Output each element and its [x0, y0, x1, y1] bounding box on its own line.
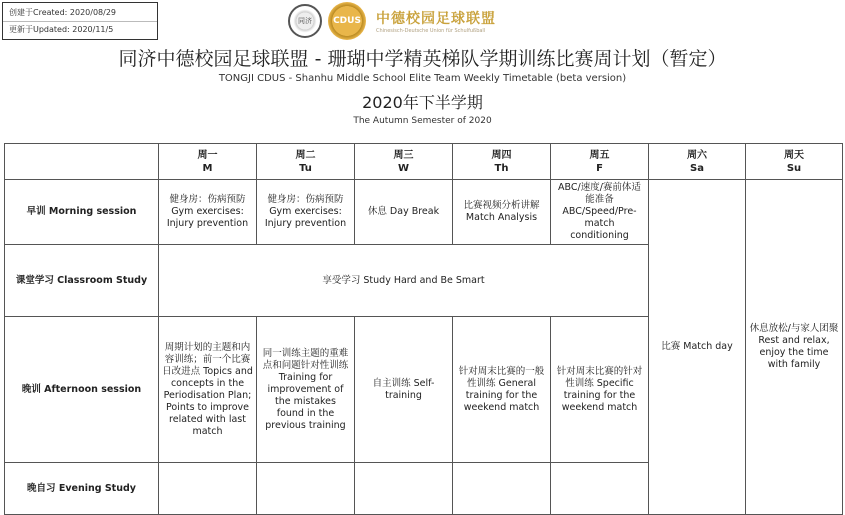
day-header-thu: [453, 144, 551, 180]
morning-row: [5, 180, 843, 245]
day-en: Tu: [299, 162, 312, 174]
row-label-evening: 晚自习 Evening Study: [5, 463, 159, 515]
day-header-fri: [551, 144, 649, 180]
day-cn: 周一: [197, 149, 218, 161]
saturday-cell: 比赛 Match day: [649, 180, 746, 515]
day-header-mon: [159, 144, 257, 180]
day-header-sun: [746, 144, 843, 180]
page-subtitle: TONGJI CDUS - Shanhu Middle School Elite Team Weekly Timetable (beta version): [218, 73, 627, 84]
row-label-afternoon: 晚训 Afternoon session: [5, 317, 159, 463]
afternoon-tue: 同一训练主题的重难点和问题针对性训练 Training for improvement of the mistakes found in the previous training: [257, 317, 355, 463]
cdus-logo: [328, 2, 366, 40]
tongji-seal-logo: [288, 4, 322, 38]
updated-date: 更新于Updated: 2020/11/5: [9, 25, 114, 34]
day-en: W: [397, 162, 410, 174]
day-en: F: [596, 162, 603, 174]
morning-tue: 健身房：伤病预防 Gym exercises: Injury prevention: [257, 180, 355, 245]
morning-wed: 休息 Day Break: [355, 180, 453, 245]
day-cn: 周三: [393, 149, 414, 161]
semester-title-cn: 2020年下半学期: [362, 93, 483, 112]
day-en: Th: [494, 162, 509, 174]
day-header-sat: [649, 144, 746, 180]
evening-fri: [551, 463, 649, 515]
semester-title-en: The Autumn Semester of 2020: [353, 116, 492, 126]
cdus-label: CDUS: [333, 16, 361, 26]
morning-mon: 健身房：伤病预防 Gym exercises: Injury prevention: [159, 180, 257, 245]
evening-thu: [453, 463, 551, 515]
brand-wordmark: [376, 8, 496, 34]
row-label-classroom: 课堂学习 Classroom Study: [5, 245, 159, 317]
day-cn: 周六: [687, 149, 707, 161]
header-logos: [288, 2, 496, 40]
morning-fri: ABC/速度/赛前体适能准备 ABC/Speed/Pre-match conditioning: [551, 180, 649, 245]
corner-cell: [5, 144, 159, 180]
row-label-morning: 早训 Morning session: [5, 180, 159, 245]
afternoon-mon: 周期计划的主题和内容训练；前一个比赛日改进点 Topics and concepts in the Periodisation Plan; Points to improve related with last match: [159, 317, 257, 463]
date-divider: [3, 21, 157, 22]
created-date: 创建于Created: 2020/08/29: [9, 8, 117, 17]
evening-wed: [355, 463, 453, 515]
classroom-cell: 享受学习 Study Hard and Be Smart: [159, 245, 649, 317]
afternoon-fri: 针对周末比赛的针对性训练 Specific training for the weekend match: [551, 317, 649, 463]
day-en: Su: [786, 162, 802, 174]
day-cn: 周四: [491, 149, 512, 161]
evening-tue: [257, 463, 355, 515]
day-cn: 周天: [784, 149, 804, 161]
header-row: [5, 144, 843, 180]
sunday-cell: 休息放松/与家人团聚 Rest and relax, enjoy the time with family: [746, 180, 843, 515]
day-en: Sa: [690, 162, 704, 174]
evening-mon: [159, 463, 257, 515]
seal-label: 同济: [298, 17, 312, 25]
day-cn: 周二: [295, 149, 316, 161]
day-en: M: [202, 162, 213, 174]
day-header-tue: [257, 144, 355, 180]
brand-en: Chinesisch-Deutsche Union für Schulfußball: [376, 28, 486, 34]
date-info-box: [2, 2, 158, 40]
day-cn: 周五: [589, 149, 610, 161]
page-title: 同济中德校园足球联盟 - 珊瑚中学精英梯队学期训练比赛周计划（暂定）: [118, 48, 727, 70]
morning-thu: 比赛视频分析讲解 Match Analysis: [453, 180, 551, 245]
day-header-wed: [355, 144, 453, 180]
afternoon-wed: 自主训练 Self-training: [355, 317, 453, 463]
afternoon-thu: 针对周末比赛的一般性训练 General training for the weekend match: [453, 317, 551, 463]
timetable: [4, 143, 843, 515]
brand-cn: 中德校园足球联盟: [376, 11, 496, 27]
